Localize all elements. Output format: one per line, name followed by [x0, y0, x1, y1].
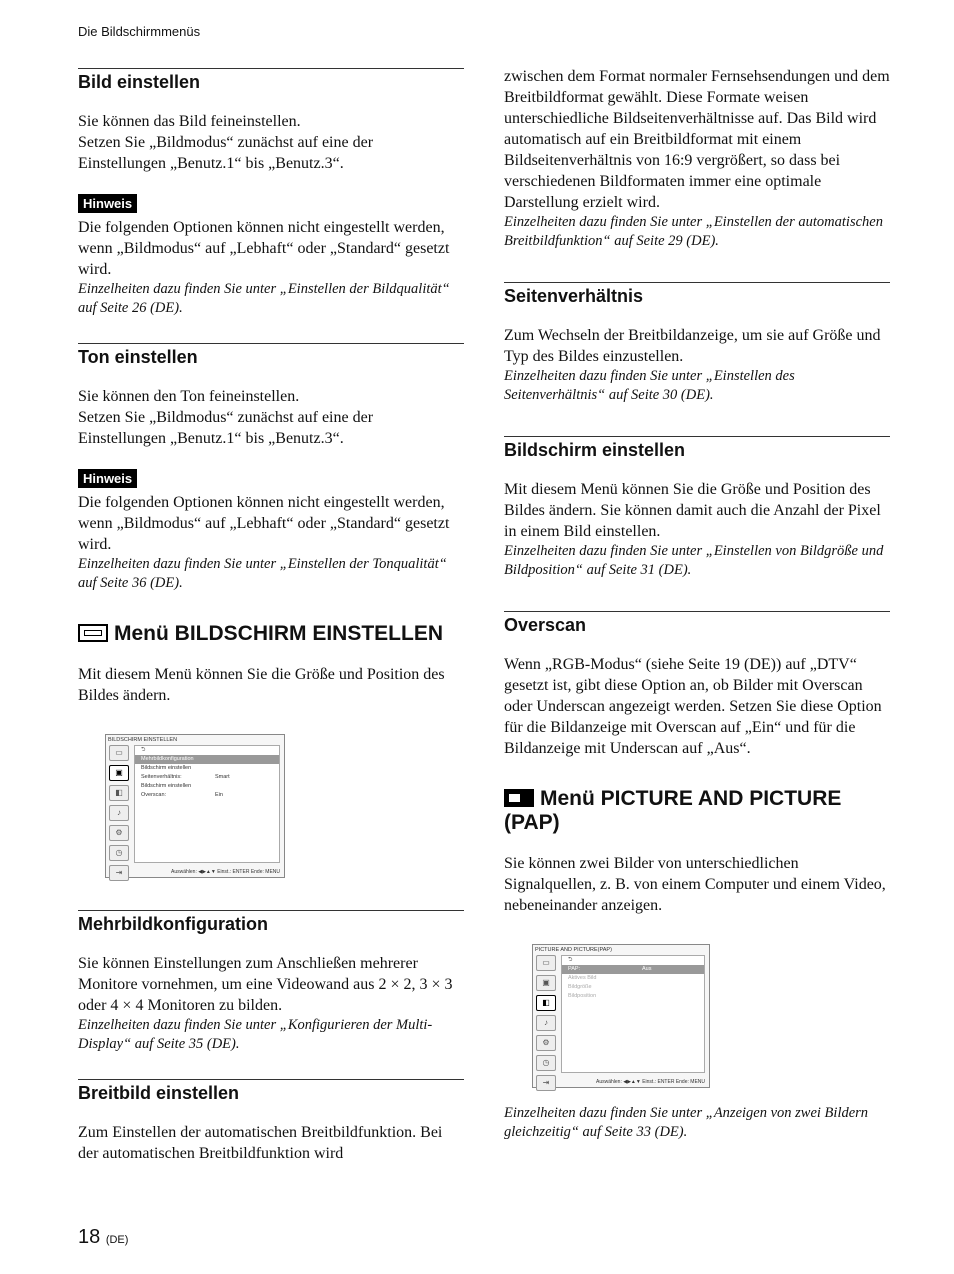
menu-row: Seitenverhältnis: Smart — [141, 774, 230, 780]
menu-icon-strip — [536, 955, 558, 1095]
heading-bildschirm-einstellen: Bildschirm einstellen — [504, 440, 686, 460]
menu-row: Mehrbildkonfiguration — [135, 755, 279, 764]
reference-text: Einzelheiten dazu finden Sie unter „Konfigurieren der Multi-Display“ auf Seite 35 (DE). — [78, 1017, 433, 1052]
heading-bild-einstellen: Bild einstellen — [78, 72, 201, 92]
back-icon: ⮌ — [141, 747, 146, 753]
heading-menu-bildschirm: Menü BILDSCHIRM EINSTELLEN — [78, 622, 464, 646]
reference-text: Einzelheiten dazu finden Sie unter „Einstellen der Tonqualität“ auf Seite 36 (DE). — [78, 556, 447, 591]
text: Sie können den Ton feineinstellen. — [78, 388, 300, 405]
input-icon: ⇥ — [536, 1075, 556, 1091]
reference-text: Einzelheiten dazu finden Sie unter „Einstellen von Bildgröße und Bildposition“ auf Seite 31 (DE). — [504, 543, 884, 578]
left-column — [78, 68, 464, 1164]
back-icon: ⮌ — [568, 957, 573, 963]
note-badge: Hinweis — [78, 194, 137, 213]
menu-panel — [134, 745, 280, 863]
running-header: Die Bildschirmmenüs — [78, 24, 201, 39]
text: Sie können Einstellungen zum Anschließen mehrerer Monitore vornehmen, um eine Videowand aus 2 × 2, 3 × 3 oder 4 × 4 Monitoren zu bilden. — [78, 955, 453, 1014]
text: Sie können zwei Bilder von unterschiedlichen Signalquellen, z. B. von einem Computer und einem Video, nebeneinander anzeigen. — [504, 855, 886, 914]
picture-icon: ▭ — [109, 745, 129, 761]
section-breitbild — [78, 1079, 464, 1164]
reference-text: Einzelheiten dazu finden Sie unter „Einstellen des Seitenverhältnis“ auf Seite 30 (DE). — [504, 368, 795, 403]
heading-ton-einstellen: Ton einstellen — [78, 347, 198, 367]
screen-icon: ▣ — [109, 765, 129, 781]
sound-icon: ♪ — [536, 1015, 556, 1031]
menu-row: Bildschirm einstellen — [141, 783, 192, 789]
text: Mit diesem Menü können Sie die Größe und Position des Bildes ändern. — [78, 666, 445, 704]
text: Sie können das Bild feineinstellen. — [78, 113, 301, 130]
pap-icon: ◧ — [109, 785, 129, 801]
heading-mehrbild: Mehrbildkonfiguration — [78, 914, 268, 934]
picture-icon: ▭ — [536, 955, 556, 971]
menu-row: PAP: Aus — [562, 965, 704, 974]
screen-title: BILDSCHIRM EINSTELLEN — [108, 737, 178, 743]
pap-icon: ◧ — [536, 995, 556, 1011]
menu-row: Overscan: Ein — [141, 792, 223, 798]
section-seitenverhaeltnis — [504, 282, 890, 404]
heading-seitenverhaeltnis: Seitenverhältnis — [504, 286, 644, 306]
setup-icon: ⚙ — [109, 825, 129, 841]
screen-icon: ▣ — [536, 975, 556, 991]
reference-text: Einzelheiten dazu finden Sie unter „Einstellen der automatischen Breitbildfunktion“ auf Seite 29 (DE). — [504, 214, 883, 249]
reference-text: Einzelheiten dazu finden Sie unter „Einstellen der Bildqualität“ auf Seite 26 (DE). — [78, 281, 450, 316]
menu-icon-strip — [109, 745, 131, 885]
right-column — [504, 66, 890, 1141]
text: Wenn „RGB-Modus“ (siehe Seite 19 (DE)) auf „DTV“ gesetzt ist, gibt diese Option an, ob Bilder mit Overscan oder Underscan angezeigt werden. Setzen Sie diese Option für die Bildanzeige mit Overscan auf „Ein“ und für die Bildanzeige mit Underscan auf „Aus“. — [504, 656, 882, 757]
input-icon: ⇥ — [109, 865, 129, 881]
timer-icon: ◷ — [109, 845, 129, 861]
note-text: Die folgenden Optionen können nicht eingestellt werden, wenn „Bildmodus“ auf „Lebhaft“ oder „Standard“ gesetzt wird. — [78, 494, 450, 553]
section-overscan — [504, 611, 890, 759]
heading-overscan: Overscan — [504, 615, 587, 635]
setup-icon: ⚙ — [536, 1035, 556, 1051]
text: Zum Einstellen der automatischen Breitbildfunktion. Bei der automatischen Breitbildfunktion wird — [78, 1124, 443, 1162]
text: Setzen Sie „Bildmodus“ zunächst auf eine der Einstellungen „Benutz.1“ bis „Benutz.3“. — [78, 134, 374, 172]
timer-icon: ◷ — [536, 1055, 556, 1071]
text: Mit diesem Menü können Sie die Größe und Position des Bildes ändern. Sie können damit auch die Anzahl der Pixel in einem Bild einstellen. — [504, 481, 881, 540]
section-ton-einstellen — [78, 343, 464, 592]
text: zwischen dem Format normaler Fernsehsendungen und dem Breitbildformat gewählt. Diese Formate weisen unterschiedliche Bildseitenverhältnisse auf. Das Bild wird automatisch auf ein Breitbildformat mit einem Bildseitenverhältnis von 16:9 vergrößert, so dass bei verschiedenen Bildformaten immer eine optimale Darstellung erzielt wird. — [504, 68, 890, 211]
menu-row: Aktives Bild — [568, 975, 597, 981]
heading-breitbild: Breitbild einstellen — [78, 1083, 240, 1103]
menu-screenshot-pap — [532, 944, 710, 1088]
section-bildschirm-einstellen — [504, 436, 890, 579]
pap-menu-icon — [504, 789, 534, 807]
menu-row: Bildschirm einstellen — [141, 765, 192, 771]
menu-row: Bildgröße — [568, 984, 592, 990]
text: Zum Wechseln der Breitbildanzeige, um sie auf Größe und Typ des Bildes einzustellen. — [504, 327, 881, 365]
page-number: 18 (DE) — [78, 1226, 129, 1248]
section-mehrbild — [78, 910, 464, 1053]
note-text: Die folgenden Optionen können nicht eingestellt werden, wenn „Bildmodus“ auf „Lebhaft“ oder „Standard“ gesetzt wird. — [78, 219, 450, 278]
screen-menu-icon — [78, 624, 108, 642]
screen-footer: Auswählen: ◀▶▲▼ Einst.: ENTER Ende: MENU — [595, 1079, 705, 1085]
menu-panel — [561, 955, 705, 1073]
heading-menu-pap: Menü PICTURE AND PICTURE (PAP) — [504, 787, 842, 834]
screen-footer: Auswählen: ◀▶▲▼ Einst.: ENTER Ende: MENU — [170, 869, 280, 875]
text: Setzen Sie „Bildmodus“ zunächst auf eine der Einstellungen „Benutz.1“ bis „Benutz.3“. — [78, 409, 374, 447]
section-bild-einstellen — [78, 68, 464, 317]
menu-row: Bildposition — [568, 993, 597, 999]
sound-icon: ♪ — [109, 805, 129, 821]
reference-text: Einzelheiten dazu finden Sie unter „Anzeigen von zwei Bildern gleichzeitig“ auf Seite 33 (DE). — [504, 1105, 869, 1140]
screen-title: PICTURE AND PICTURE(PAP) — [535, 947, 612, 953]
note-badge: Hinweis — [78, 469, 137, 488]
menu-screenshot-bildschirm — [105, 734, 285, 878]
